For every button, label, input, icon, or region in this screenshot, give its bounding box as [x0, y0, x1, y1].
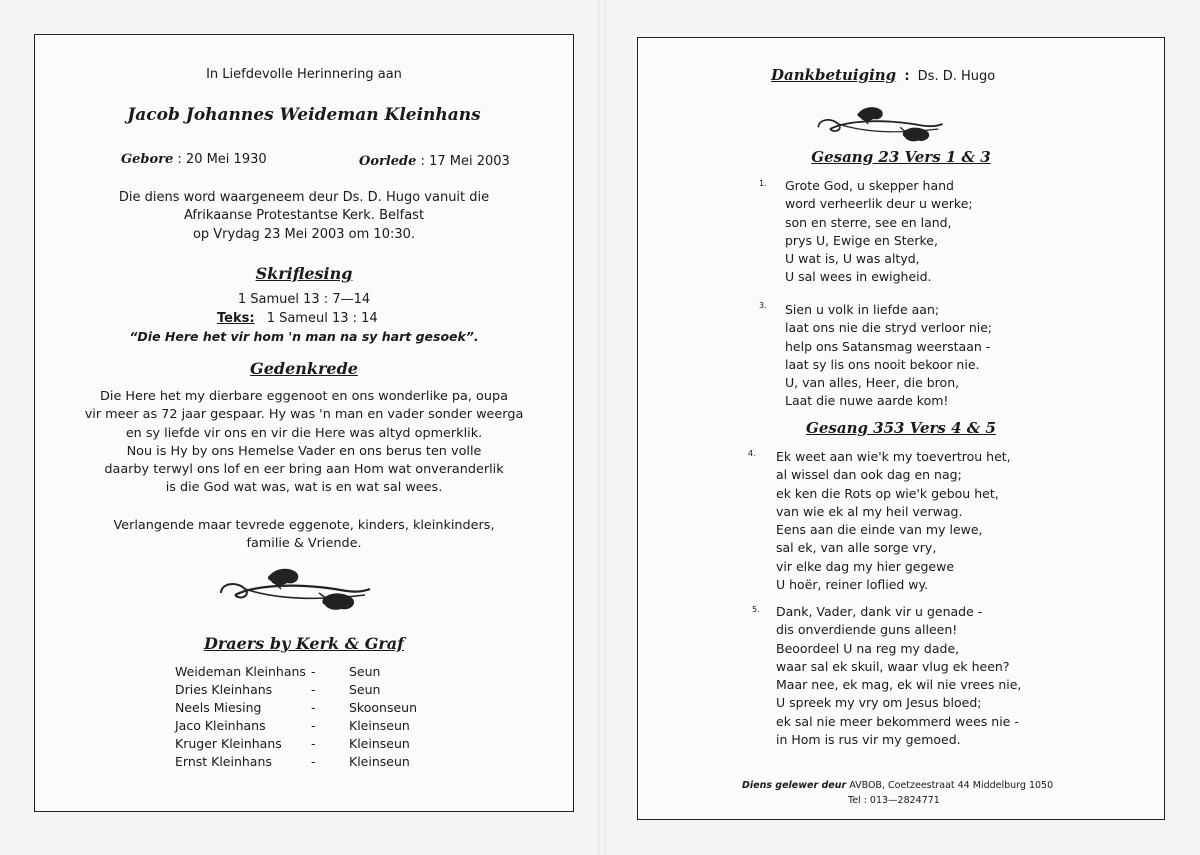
verse-line: Grote God, u skepper hand [785, 178, 954, 193]
footer-label: Diens gelewer deur [742, 780, 847, 791]
verse-line: waar sal ek skuil, waar vlug ek heen? [776, 658, 1010, 674]
closing-text [35, 517, 573, 554]
closing-line: Verlangende maar tevrede eggenote, kinders, kleinkinders, [113, 518, 495, 533]
bearer-dash: - [311, 682, 316, 697]
verse-line: U sal wees in ewigheid. [785, 269, 932, 285]
tribute-line: Nou is Hy by ons Hemelse Vader en ons berus ten volle [126, 443, 482, 459]
bearer-relation: Skoonseun [349, 700, 417, 715]
verse-line: Eens aan die einde van my lewe, [776, 522, 983, 538]
died-date [359, 154, 510, 169]
page-fold [598, 0, 606, 855]
footer-company: AVBOB, Coetzeestraat 44 Middelburg 1050 [849, 780, 1054, 791]
verse-line: vir elke dag my hier gegewe [776, 558, 955, 574]
verse-line: dis onverdiende guns alleen! [776, 622, 958, 638]
text-label: Teks: [217, 311, 255, 326]
verse-line: laat ons nie die stryd verloor nie; [785, 320, 993, 336]
verse-line: Ek weet aan wie'k my toevertrou het, [776, 449, 1011, 464]
verse-line: Dank, Vader, dank vir u genade - [776, 604, 983, 619]
hymn1-heading: Gesang 23 Vers 1 & 3 [811, 148, 991, 166]
closing-line: familie & Vriende. [246, 536, 362, 552]
bearer-relation: Seun [349, 682, 381, 697]
bearer-name: Neels Miesing [175, 700, 262, 715]
tribute-line: vir meer as 72 jaar gespaar. Hy was 'n man en vader sonder weerga [84, 407, 524, 423]
died-value: : 17 Mei 2003 [420, 154, 510, 169]
footer-service [742, 780, 1053, 791]
verse-line: Laat die nuwe aarde kom! [785, 393, 949, 409]
tribute-line: is die God wat was, wat is en wat sal wees. [165, 480, 443, 496]
scripture-reference: 1 Samuel 13 : 7—14 [237, 292, 371, 307]
bearer-dash: - [311, 736, 316, 751]
verse-line: help ons Satansmag weerstaan - [785, 338, 991, 354]
born-label: Gebore [121, 152, 174, 167]
verse-number: 3. [759, 301, 767, 310]
born-value: : 20 Mei 1930 [177, 152, 267, 167]
service-line: Afrikaanse Protestantse Kerk. Belfast [183, 208, 425, 224]
bearer-relation: Kleinseun [349, 736, 410, 751]
footer-telephone: Tel : 013—2824771 [848, 795, 940, 806]
bearer-relation: Seun [349, 664, 381, 679]
born-date [121, 152, 267, 167]
verse-line: laat sy lis ons nooit bekoor nie. [785, 356, 980, 372]
verse-number: 5. [752, 605, 760, 614]
bearer-name: Kruger Kleinhans [175, 736, 282, 751]
verse-block [776, 448, 1011, 594]
tribute-line: en sy liefde vir ons en vir die Here was altyd opmerklik. [125, 425, 483, 441]
service-line: Die diens word waargeneem deur Ds. D. Hugo vanuit die [118, 190, 490, 205]
verse-line: Sien u volk in liefde aan; [785, 302, 940, 317]
verse-block [785, 301, 992, 411]
died-label: Oorlede [359, 154, 417, 169]
tribute-line: daarby terwyl ons lof en eer bring aan Hom wat onveranderlik [104, 462, 504, 478]
tribute-heading: Gedenkrede [250, 359, 358, 378]
thanks-colon: : [904, 69, 910, 84]
verse-line: in Hom is rus vir my gemoed. [776, 732, 961, 748]
text-ref-value: 1 Sameul 13 : 14 [266, 311, 378, 326]
thanks-line [771, 66, 995, 84]
thanks-heading: Dankbetuiging [771, 66, 897, 84]
verse-line: Maar nee, ek mag, ek wil nie vrees nie, [776, 677, 1022, 693]
thanks-value: Ds. D. Hugo [917, 69, 996, 84]
memorial-right-panel [637, 37, 1165, 820]
bearer-dash: - [311, 700, 316, 715]
bearer-dash: - [311, 754, 316, 769]
verse-line: prys U, Ewige en Sterke, [785, 232, 938, 248]
leaf-ornament-icon [805, 104, 955, 144]
bearer-name: Jaco Kleinhans [175, 718, 266, 733]
verse-line: word verheerlik deur u werke; [785, 196, 973, 212]
verse-line: U wat is, U was altyd, [785, 251, 920, 267]
verse-line: U hoër, reiner loflied wy. [776, 577, 929, 593]
bearer-name: Dries Kleinhans [175, 682, 273, 697]
hymn2-heading: Gesang 353 Vers 4 & 5 [806, 419, 996, 437]
service-info [35, 189, 573, 244]
service-line: op Vrydag 23 Mei 2003 om 10:30. [192, 226, 416, 242]
verse-line: ek ken die Rots op wie'k gebou het, [776, 485, 999, 501]
leaf-ornament-icon [215, 565, 375, 613]
verse-line: sal ek, van alle sorge vry, [776, 540, 937, 556]
verse-number: 1. [759, 179, 767, 188]
verse-line: Beoordeel U na reg my dade, [776, 640, 960, 656]
verse-line: al wissel dan ook dag en nag; [776, 467, 962, 483]
verse-line: van wie ek al my heil verwag. [776, 503, 963, 519]
bearer-dash: - [311, 664, 316, 679]
verse-block [785, 177, 973, 287]
bearer-name: Ernst Kleinhans [175, 754, 272, 769]
verse-line: son en sterre, see en land, [785, 214, 952, 230]
text-reference [217, 311, 378, 326]
bearer-relation: Kleinseun [349, 718, 410, 733]
verse-line: U, van alles, Heer, die bron, [785, 375, 960, 391]
tribute-line: Die Here het my dierbare eggenoot en ons wonderlike pa, oupa [100, 389, 508, 404]
intro-line: In Liefdevolle Herinnering aan [206, 67, 402, 82]
deceased-name: Jacob Johannes Weideman Kleinhans [127, 105, 481, 125]
verse-line: U spreek my vry om Jesus bloed; [776, 695, 982, 711]
verse-number: 4. [748, 449, 756, 458]
memorial-left-panel [34, 34, 574, 812]
bearer-name: Weideman Kleinhans [175, 664, 306, 679]
tribute-text [35, 388, 573, 498]
verse-line: ek sal nie meer bekommerd wees nie - [776, 713, 1019, 729]
scripture-quote: “Die Here het vir hom 'n man na sy hart gesoek”. [129, 329, 479, 344]
verse-block [776, 603, 1021, 749]
scripture-heading: Skriflesing [255, 264, 353, 283]
bearer-dash: - [311, 718, 316, 733]
bearers-heading: Draers by Kerk & Graf [203, 634, 405, 653]
bearer-relation: Kleinseun [349, 754, 410, 769]
